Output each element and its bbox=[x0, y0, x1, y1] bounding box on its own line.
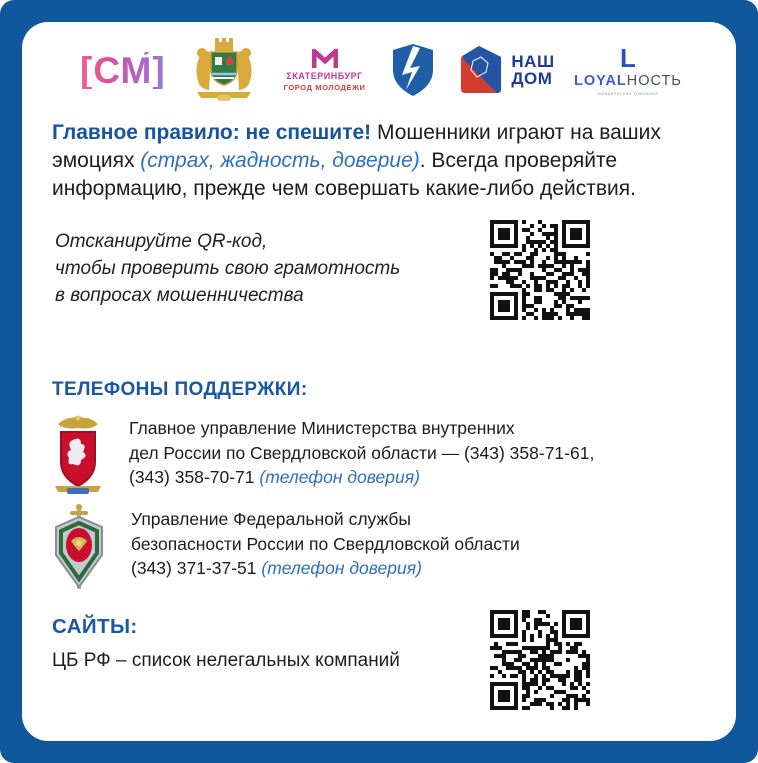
fsb-emblem-icon bbox=[53, 503, 105, 593]
loyalnost-caption: юридическая компания bbox=[597, 90, 659, 96]
warning-rule-bold: Главное правило: не спешите! bbox=[52, 121, 372, 144]
qr-code-literacy bbox=[490, 220, 592, 322]
ekb-brand-city: ƩКАТЕРИНБУРГ bbox=[286, 70, 363, 81]
contact-mvd-line3 bbox=[129, 465, 594, 490]
contact-mvd-phone2: (343) 358-70-71 bbox=[129, 467, 260, 487]
ekaterinburg-coat-of-arms-icon bbox=[189, 36, 259, 104]
ekaterinburg-city-brand-logo bbox=[283, 49, 367, 92]
nash-dom-wordmark bbox=[511, 53, 554, 87]
loyalnost-wordmark bbox=[574, 73, 682, 89]
qr-code-sites bbox=[490, 610, 592, 712]
shield-logo-icon bbox=[390, 42, 436, 98]
mvd-emblem-icon bbox=[53, 412, 103, 496]
contact-fsb bbox=[53, 503, 520, 593]
qr-instruction-line2: чтобы проверить свою грамотность bbox=[55, 258, 401, 279]
main-warning-paragraph bbox=[52, 119, 688, 203]
contact-mvd-line2: дел России по Свердловской области — (343) 358-71-61, bbox=[129, 442, 595, 463]
contact-fsb-text bbox=[131, 503, 520, 581]
warning-emotions-italic: (страх, жадность, доверие) bbox=[140, 149, 420, 172]
ekb-m-glyph-icon bbox=[312, 49, 338, 69]
nash-dom-line1: НАШ bbox=[511, 52, 555, 71]
nash-dom-logo bbox=[459, 45, 554, 95]
qr-instruction-line3: в вопросах мошенничества bbox=[55, 285, 304, 306]
contact-fsb-phone: (343) 371-37-51 bbox=[131, 558, 262, 578]
loyalnost-logo bbox=[573, 42, 682, 96]
qr-instruction-text bbox=[55, 228, 400, 309]
contact-fsb-line2: безопасности России по Свердловской области bbox=[131, 533, 520, 554]
logo-row bbox=[80, 32, 682, 108]
contact-mvd-note: (телефон доверия) bbox=[259, 467, 420, 487]
qr-instruction-line1: Отсканируйте QR-код, bbox=[55, 231, 268, 252]
nash-dom-house-icon bbox=[459, 45, 503, 95]
sites-heading: САЙТЫ: bbox=[52, 615, 138, 638]
contact-mvd-line1: Главное управление Министерства внутренних bbox=[129, 418, 515, 438]
sites-cb-rf-item: ЦБ РФ – список нелегальных компаний bbox=[52, 650, 400, 671]
loyalnost-gray-part: НОСТЬ bbox=[626, 72, 682, 89]
phones-heading: ТЕЛЕФОНЫ ПОДДЕРЖКИ: bbox=[52, 379, 308, 400]
loyalnost-blue-part: LOYAL bbox=[573, 72, 627, 89]
contact-fsb-line3 bbox=[131, 556, 520, 581]
contact-fsb-line1: Управление Федеральной службы bbox=[131, 509, 411, 529]
sm-logo bbox=[80, 49, 166, 91]
warning-text-1: Мошенники играют на ваших эмоциях bbox=[52, 121, 661, 172]
contact-mvd-text bbox=[129, 412, 594, 490]
nash-dom-line2: ДОМ bbox=[511, 69, 553, 88]
loyalnost-l-icon: L bbox=[620, 42, 636, 73]
sm-logo-text: [СМ́] bbox=[80, 49, 166, 91]
contact-fsb-note: (телефон доверия) bbox=[261, 558, 422, 578]
ekb-brand-slogan: ГОРОД МОЛОДЁЖИ bbox=[283, 82, 366, 92]
warning-text-2: . Всегда проверяйте информацию, прежде чем совершать какие-либо действия. bbox=[52, 149, 636, 200]
poster-card bbox=[22, 22, 736, 741]
contact-mvd bbox=[53, 412, 594, 496]
